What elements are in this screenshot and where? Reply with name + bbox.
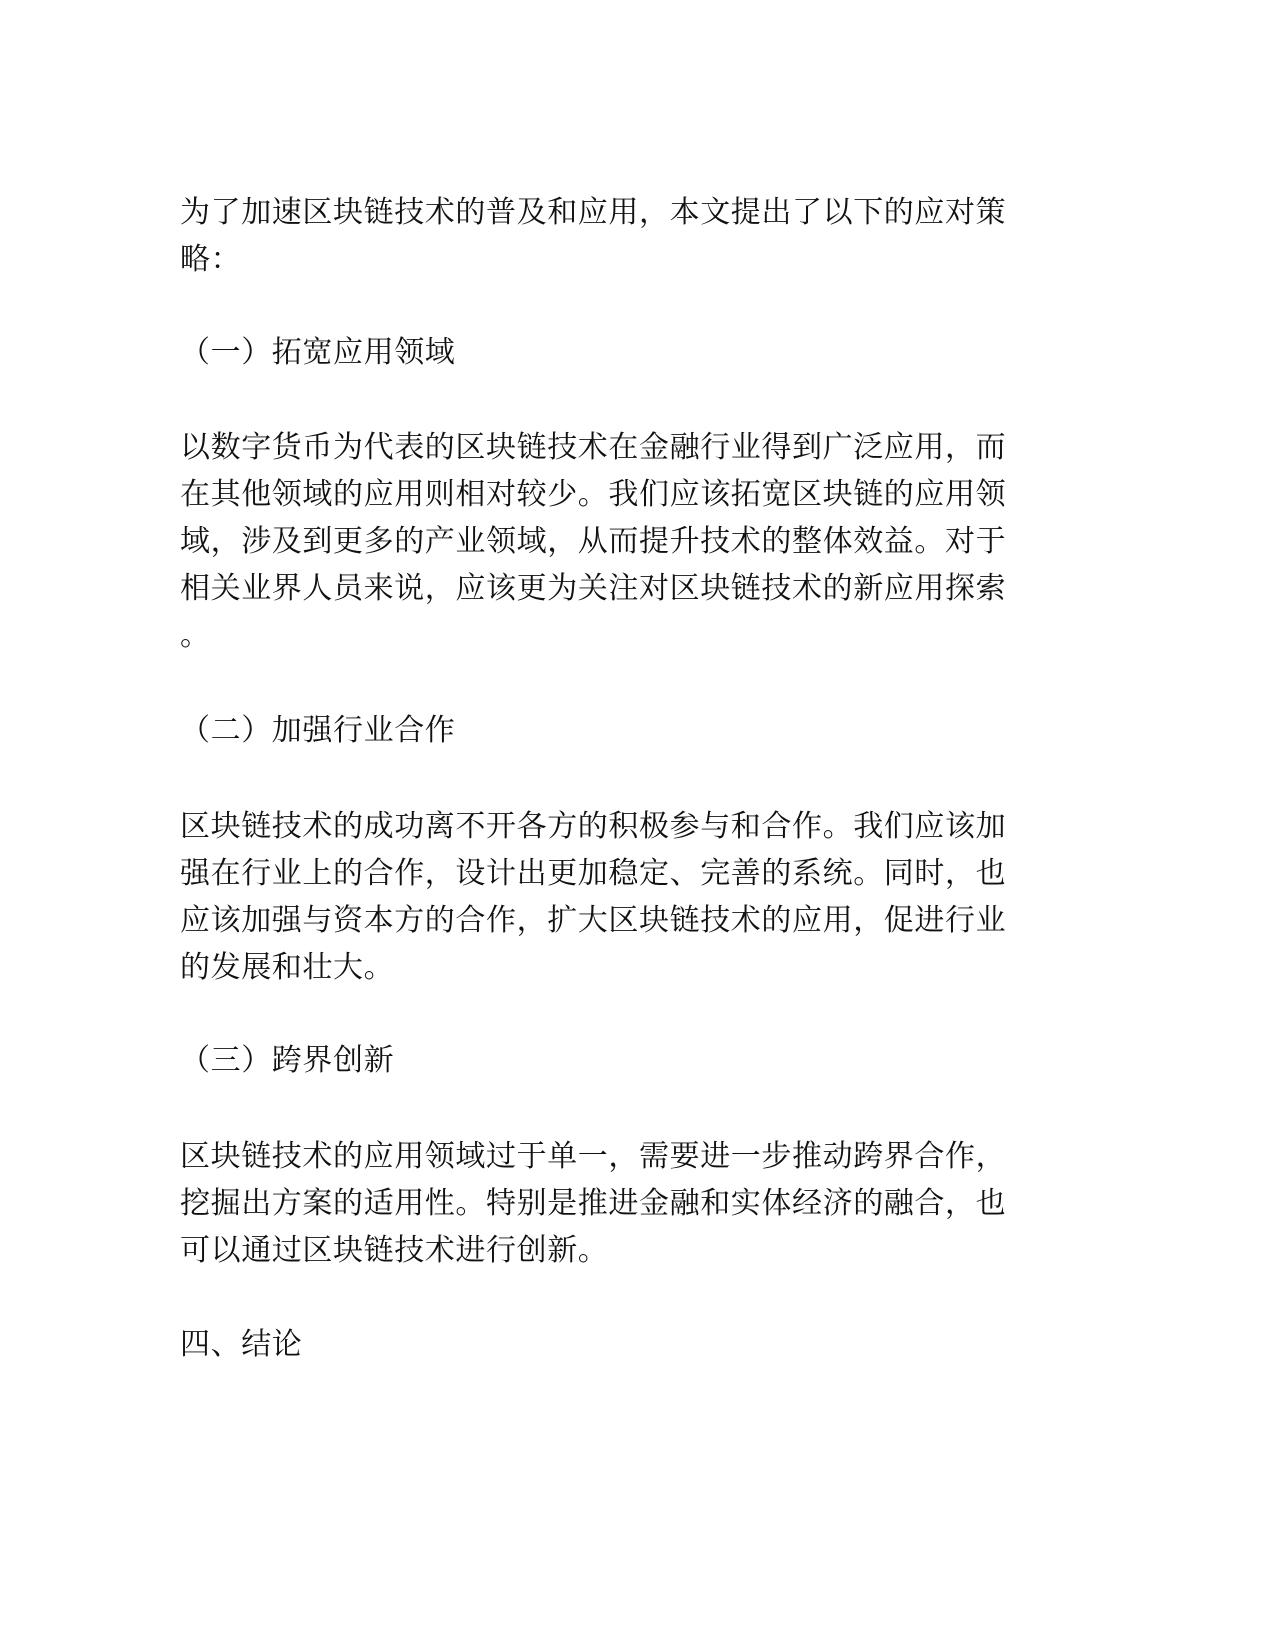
intro-line: 为了加速区块链技术的普及和应用，本文提出了以下的应对策 <box>180 195 1007 230</box>
paragraph-line: 挖掘出方案的适用性。特别是推进金融和实体经济的融合，也 <box>180 1186 1007 1221</box>
paragraph-line: 区块链技术的成功离不开各方的积极参与和合作。我们应该加 <box>180 809 1007 844</box>
paragraph-line: 可以通过区块链技术进行创新。 <box>180 1233 609 1268</box>
paragraph-line: 应该加强与资本方的合作，扩大区块链技术的应用，促进行业 <box>180 903 1007 938</box>
section-heading: 四、结论 <box>180 1327 303 1362</box>
paragraph-line: 区块链技术的应用领域过于单一，需要进一步推动跨界合作， <box>180 1139 1007 1174</box>
section-heading: （一）拓宽应用领域 <box>180 335 456 370</box>
paragraph-line: 强在行业上的合作，设计出更加稳定、完善的系统。同时，也 <box>180 856 1007 891</box>
intro-line: 略： <box>180 242 242 277</box>
paragraph-line: 。 <box>180 618 211 653</box>
section-heading: （三）跨界创新 <box>180 1043 395 1078</box>
section-heading: （二）加强行业合作 <box>180 713 456 748</box>
paragraph-line: 域，涉及到更多的产业领域，从而提升技术的整体效益。对于 <box>180 524 1007 559</box>
paragraph-line: 的发展和壮大。 <box>180 950 395 985</box>
paragraph-line: 以数字货币为代表的区块链技术在金融行业得到广泛应用，而 <box>180 430 1007 465</box>
paragraph-line: 在其他领域的应用则相对较少。我们应该拓宽区块链的应用领 <box>180 477 1007 512</box>
paragraph-line: 相关业界人员来说，应该更为关注对区块链技术的新应用探索 <box>180 571 1007 606</box>
